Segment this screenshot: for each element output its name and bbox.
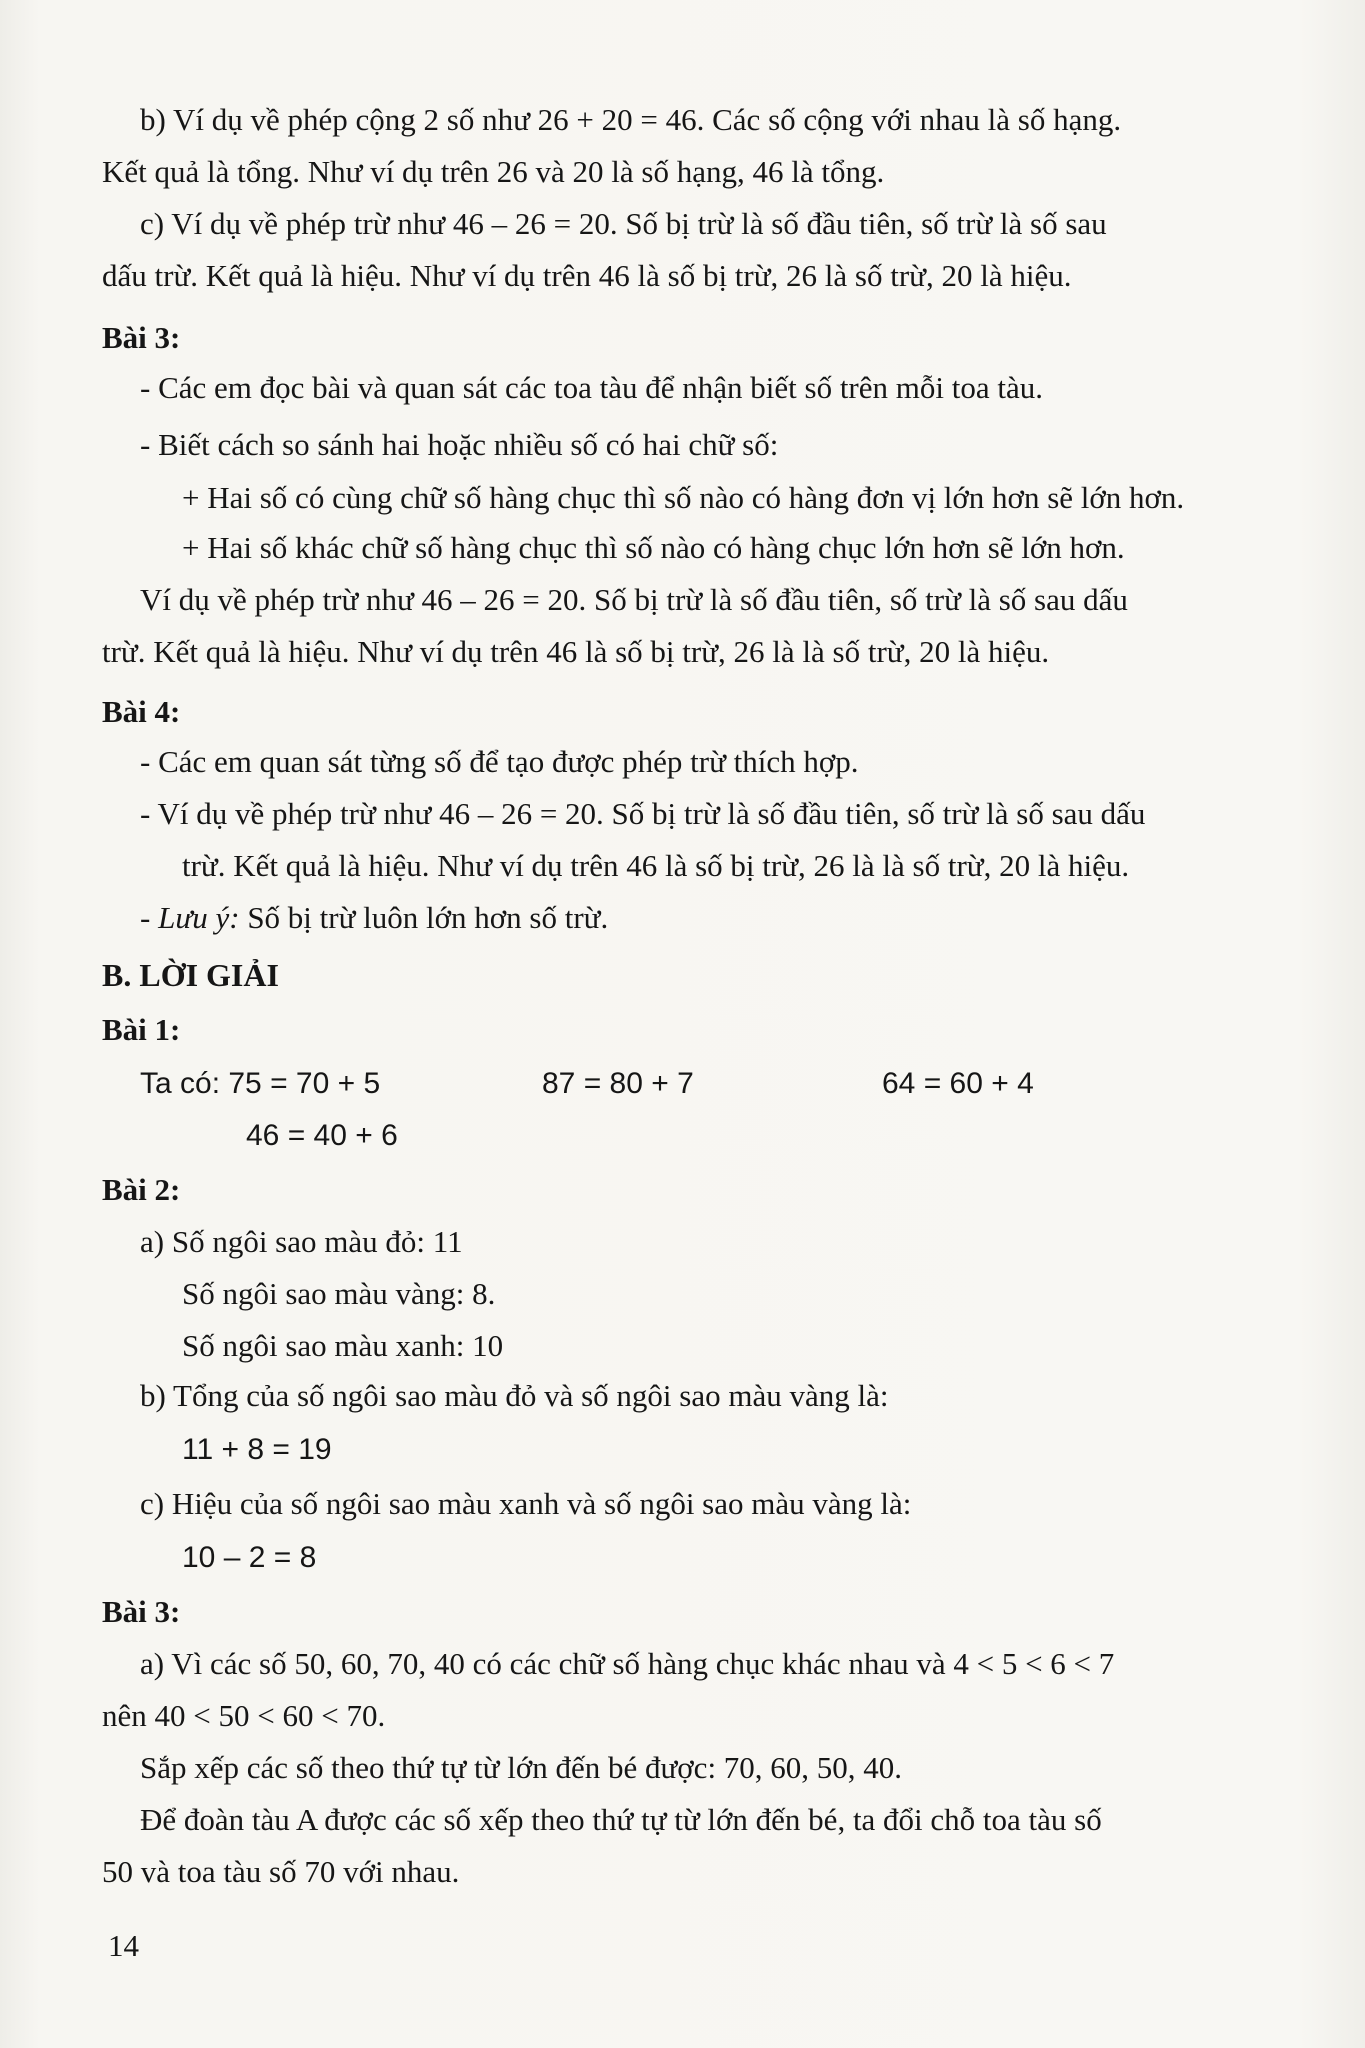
text-line: c) Ví dụ về phép trừ như 46 – 26 = 20. Số bị trừ là số đầu tiên, số trừ là số sau [140,206,1107,241]
text-line: + Hai số có cùng chữ số hàng chục thì số nào có hàng đơn vị lớn hơn sẽ lớn hơn. [182,480,1185,515]
text-line: b) Tổng của số ngôi sao màu đỏ và số ngôi sao màu vàng là: [140,1378,889,1413]
text-line: nên 40 < 50 < 60 < 70. [102,1698,386,1733]
equation: 11 + 8 = 19 [182,1433,332,1466]
note-text: Số bị trừ luôn lớn hơn số trừ. [247,900,609,935]
text-line: trừ. Kết quả là hiệu. Như ví dụ trên 46 là số bị trừ, 26 là là số trừ, 20 là hiệu. [182,848,1130,883]
equation: 46 = 40 + 6 [246,1119,398,1152]
text-line: - Ví dụ về phép trừ như 46 – 26 = 20. Số bị trừ là số đầu tiên, số trừ là số sau dấu [140,796,1146,831]
text-line: - Biết cách so sánh hai hoặc nhiều số có hai chữ số: [140,427,779,462]
equation: 64 = 60 + 4 [882,1067,1034,1100]
section-heading: Bài 2: [102,1172,181,1207]
text-line: c) Hiệu của số ngôi sao màu xanh và số ngôi sao màu vàng là: [140,1486,912,1521]
text-line: 50 và toa tàu số 70 với nhau. [102,1854,460,1889]
page-number: 14 [108,1928,139,1963]
text-line: trừ. Kết quả là hiệu. Như ví dụ trên 46 là số bị trừ, 26 là là số trừ, 20 là hiệu. [102,634,1050,669]
text-line: - Các em đọc bài và quan sát các toa tàu để nhận biết số trên mỗi toa tàu. [140,370,1043,405]
part-heading: B. LỜI GIẢI [102,957,279,993]
section-heading: Bài 3: [102,320,181,355]
text-line: a) Số ngôi sao màu đỏ: 11 [140,1224,463,1259]
equation: 87 = 80 + 7 [542,1067,694,1100]
note-label: - Lưu ý: [140,900,240,935]
text-line: Sắp xếp các số theo thứ tự từ lớn đến bé được: 70, 60, 50, 40. [140,1750,903,1785]
text-line: Ví dụ về phép trừ như 46 – 26 = 20. Số bị trừ là số đầu tiên, số trừ là số sau dấu [140,582,1128,617]
text-line: - Các em quan sát từng số để tạo được phép trừ thích hợp. [140,744,859,779]
section-heading: Bài 1: [102,1012,181,1047]
equation: Ta có: 75 = 70 + 5 [140,1067,381,1100]
text-line: Số ngôi sao màu vàng: 8. [182,1276,496,1311]
text-line: Số ngôi sao màu xanh: 10 [182,1328,504,1363]
equation: 10 – 2 = 8 [182,1541,317,1574]
section-heading: Bài 4: [102,694,181,729]
text-line: Để đoàn tàu A được các số xếp theo thứ tự từ lớn đến bé, ta đổi chỗ toa tàu số [140,1802,1102,1837]
text-line: + Hai số khác chữ số hàng chục thì số nào có hàng chục lớn hơn sẽ lớn hơn. [182,530,1125,565]
note-line [140,898,608,938]
text-line: a) Vì các số 50, 60, 70, 40 có các chữ số hàng chục khác nhau và 4 < 5 < 6 < 7 [140,1646,1115,1681]
section-heading: Bài 3: [102,1594,181,1629]
text-line: Kết quả là tổng. Như ví dụ trên 26 và 20 là số hạng, 46 là tổng. [102,154,885,189]
text-line: dấu trừ. Kết quả là hiệu. Như ví dụ trên 46 là số bị trừ, 26 là số trừ, 20 là hiệu. [102,258,1072,293]
text-line: b) Ví dụ về phép cộng 2 số như 26 + 20 = 46. Các số cộng với nhau là số hạng. [140,102,1122,137]
